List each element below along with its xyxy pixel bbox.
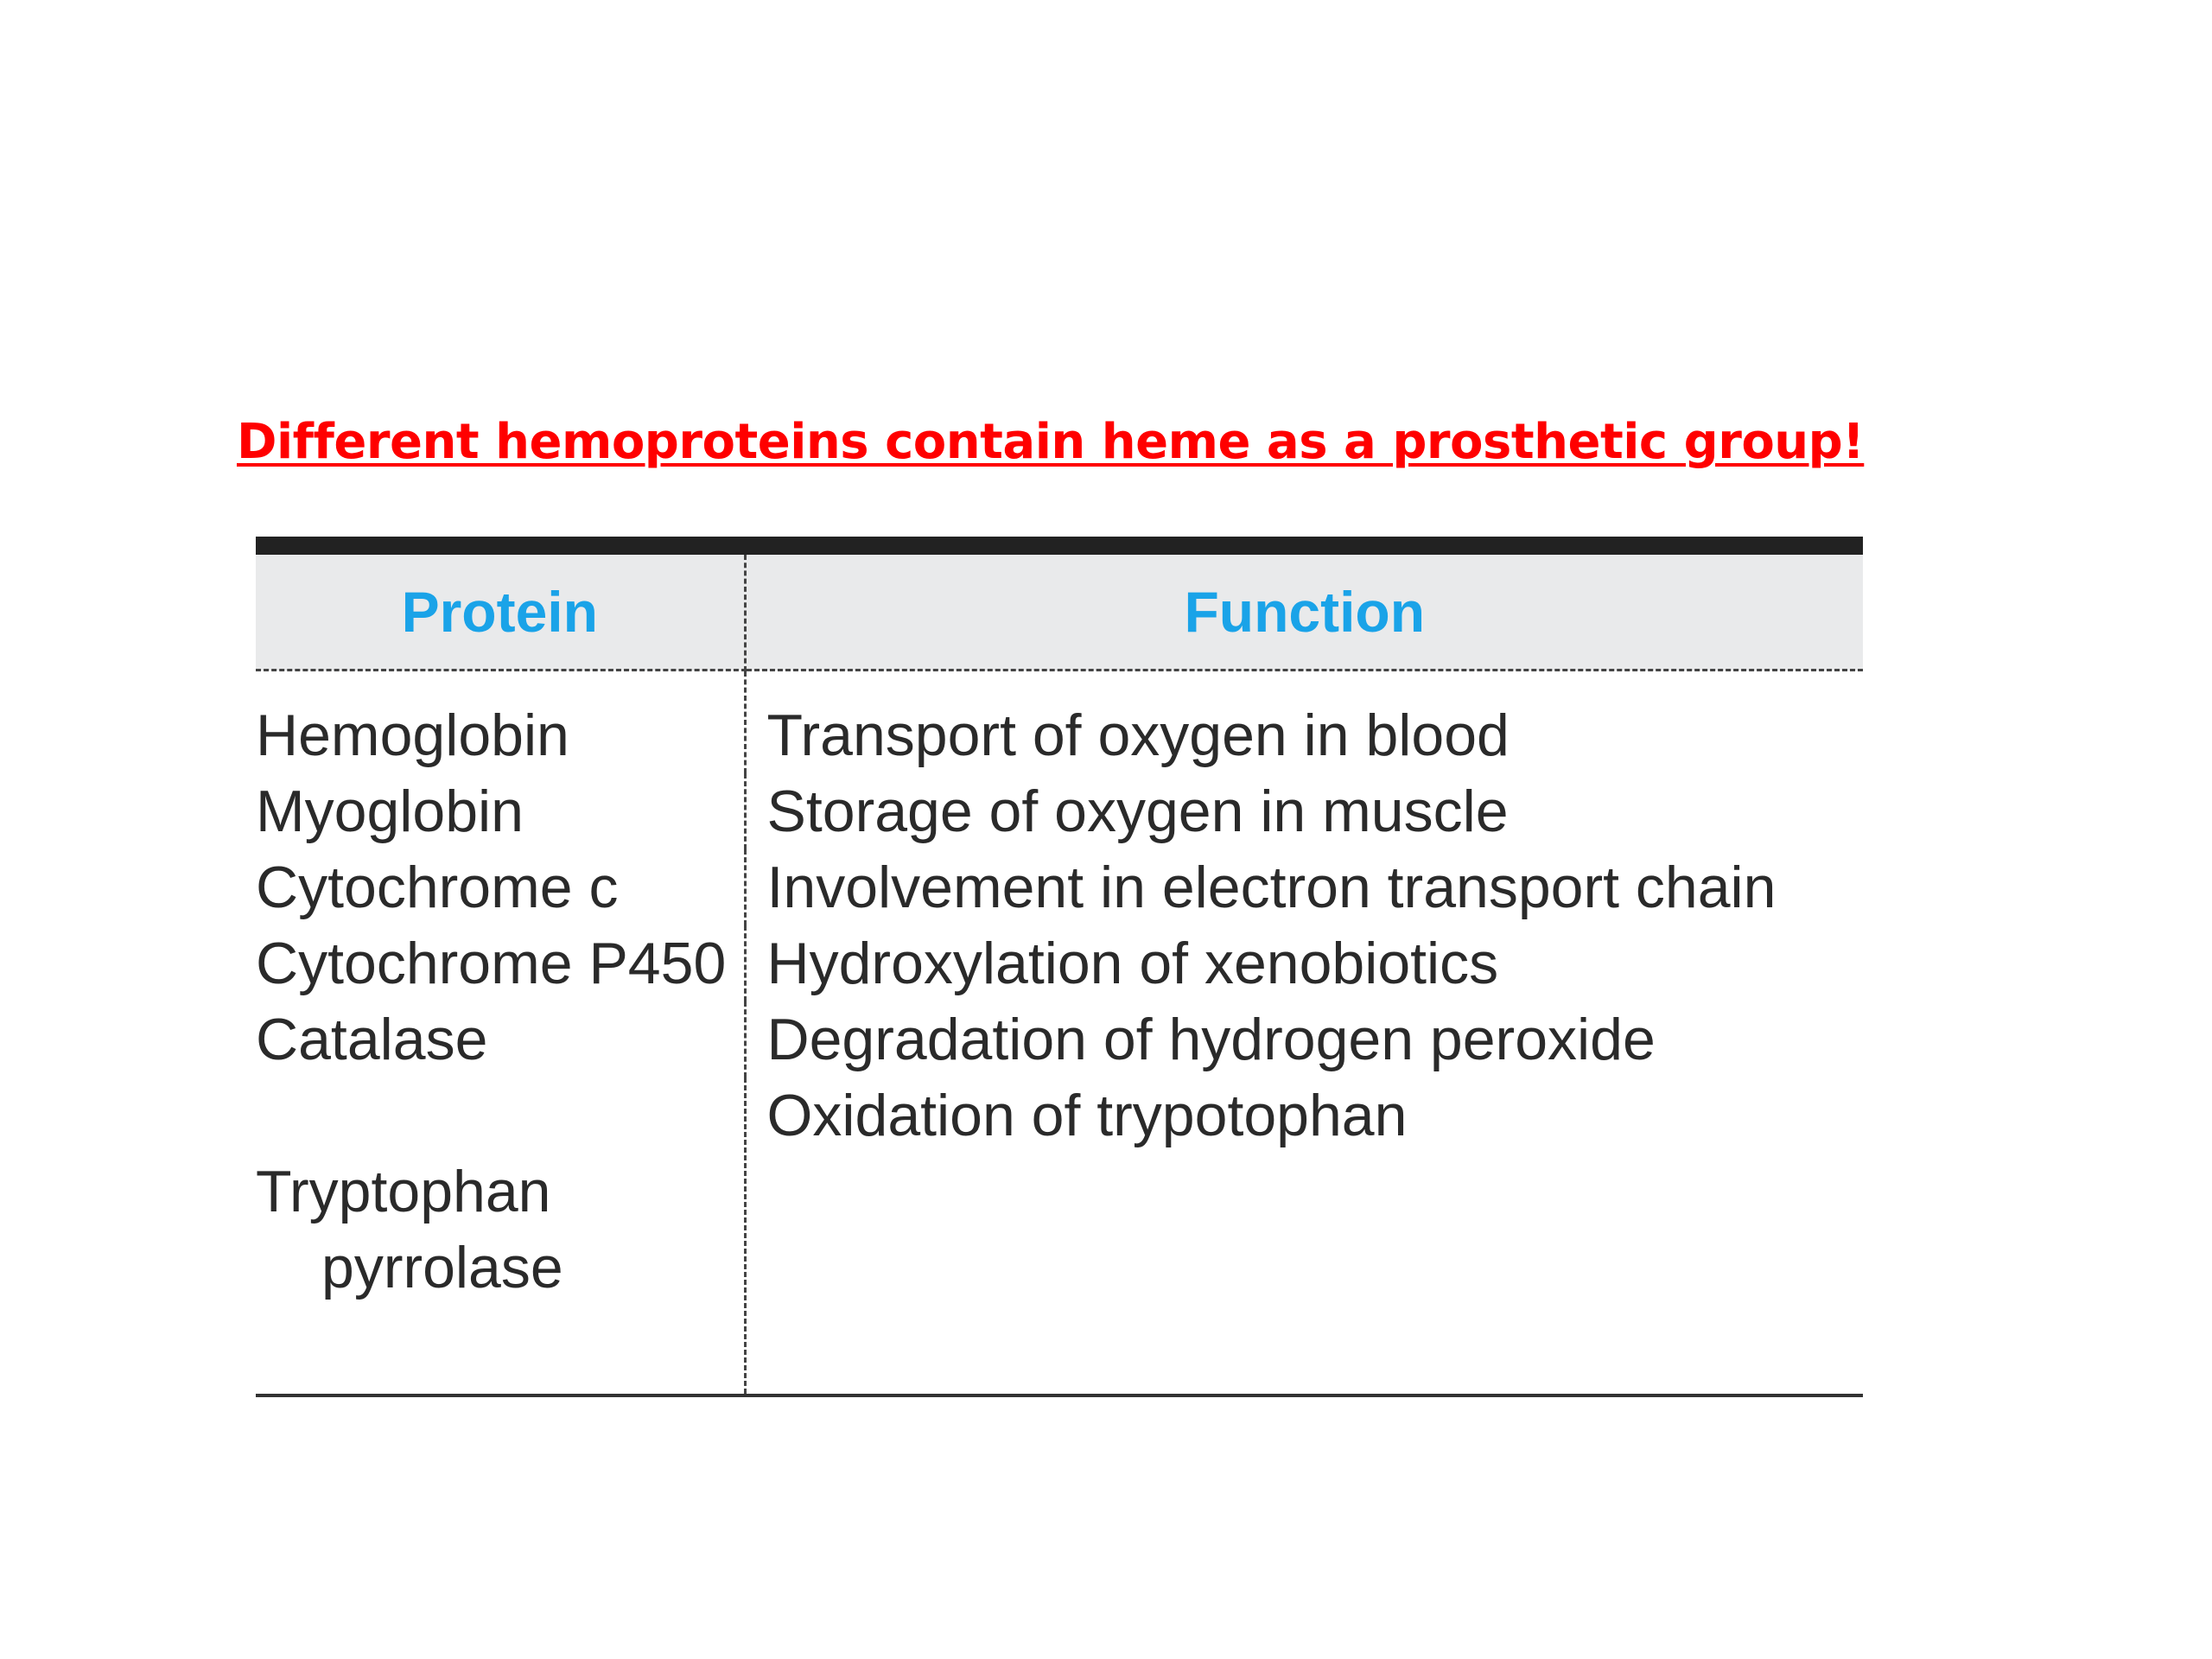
function-cell: Storage of oxygen in muscle [766,779,1509,844]
slide-title: Different hemoproteins contain heme as a prosthetic group! [237,414,1865,470]
function-cell: Oxidation of trypotophan [745,1077,1863,1395]
function-cell: Transport of oxygen in blood [766,702,1510,768]
function-cell: Involvement in electron transport chain [766,855,1777,920]
table-header-row [256,555,1863,671]
protein-name: Tryptophan [256,1159,551,1224]
protein-cell: Cytochrome P450 [256,925,745,1001]
protein-name-continuation: pyrrolase [321,1235,563,1300]
column-header-protein: Protein [256,555,745,671]
table-row [256,1077,1863,1395]
column-header-function: Function [745,555,1863,671]
protein-cell: Hemoglobin [256,671,745,774]
protein-cell: Cytochrome c [256,849,745,925]
protein-cell [256,1077,745,1395]
hemoprotein-table [256,537,1863,1397]
table-top-rule [256,537,1863,555]
table-row [256,849,1863,925]
function-cell: Degradation of hydrogen peroxide [766,1007,1656,1072]
protein-cell: Catalase [256,1001,745,1077]
protein-cell: Myoglobin [256,773,745,849]
table-row [256,671,1863,774]
table [256,555,1863,1397]
function-cell: Hydroxylation of xenobiotics [766,931,1499,996]
table-row [256,773,1863,849]
table-row [256,925,1863,1001]
table-row [256,1001,1863,1077]
